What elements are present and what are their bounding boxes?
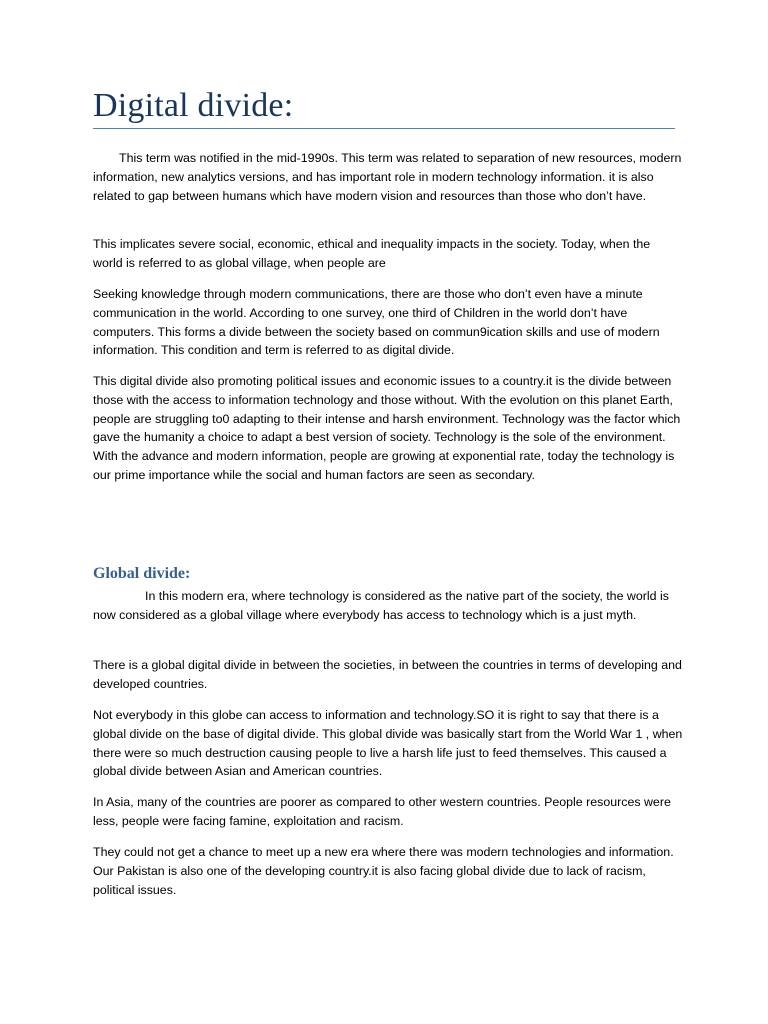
- section-paragraph-5: They could not get a chance to meet up a new era where there was modern technologies and information. Our Pakistan is also one of the developing country.it is also facing global divide due to lack of racism, political issues.: [93, 845, 674, 897]
- title-underline: [93, 128, 675, 129]
- paragraph-1: [93, 149, 683, 205]
- section-paragraph-1-text: In this modern era, where technology is considered as the native part of the society, the world is now considered as a global village where everybody has access to technology which is a just myth.: [93, 589, 669, 622]
- section-heading: Global divide:: [93, 565, 191, 582]
- document-title: Digital divide:: [93, 87, 294, 124]
- paragraph-2: This implicates severe social, economic, ethical and inequality impacts in the society. Today, when the world is referred to as global village, when people are: [93, 237, 651, 270]
- section-paragraph-3: Not everybody in this globe can access to information and technology.SO it is right to say that there is a global divide on the base of digital divide. This global divide was basically start from the World War 1 , when there were so much destruction causing people to live a harsh life just to feed themselves. This caused a global divide between Asian and American countries.: [93, 708, 683, 779]
- section-paragraph-1: [93, 587, 683, 625]
- section-paragraph-4: In Asia, many of the countries are poorer as compared to other western countries. People resources were less, people were facing famine, exploitation and racism.: [93, 795, 671, 828]
- paragraph-4: This digital divide also promoting political issues and economic issues to a country.it is the divide between those with the access to information technology and those without. With the evolution on this planet Earth, people are struggling to0 adapting to their intense and harsh environment. Technology was the factor which gave the humanity a choice to adapt a best version of society. Technology is the sole of the environment. With the advance and modern information, people are growing at exponential rate, today the technology is our prime importance while the social and human factors are seen as secondary.: [93, 374, 681, 482]
- section-paragraph-2: There is a global digital divide in between the societies, in between the countries in terms of developing and developed countries.: [93, 658, 682, 691]
- paragraph-1-text: This term was notified in the mid-1990s. This term was related to separation of new resources, modern information, new analytics versions, and has important role in modern technology information. it is also related to gap between humans which have modern vision and resources than those who don’t have.: [93, 151, 682, 203]
- paragraph-3: Seeking knowledge through modern communications, there are those who don’t even have a minute communication in the world. According to one survey, one third of Children in the world don’t have computers. This forms a divide between the society based on commun9ication skills and use of modern information. This condition and term is referred to as digital divide.: [93, 287, 660, 358]
